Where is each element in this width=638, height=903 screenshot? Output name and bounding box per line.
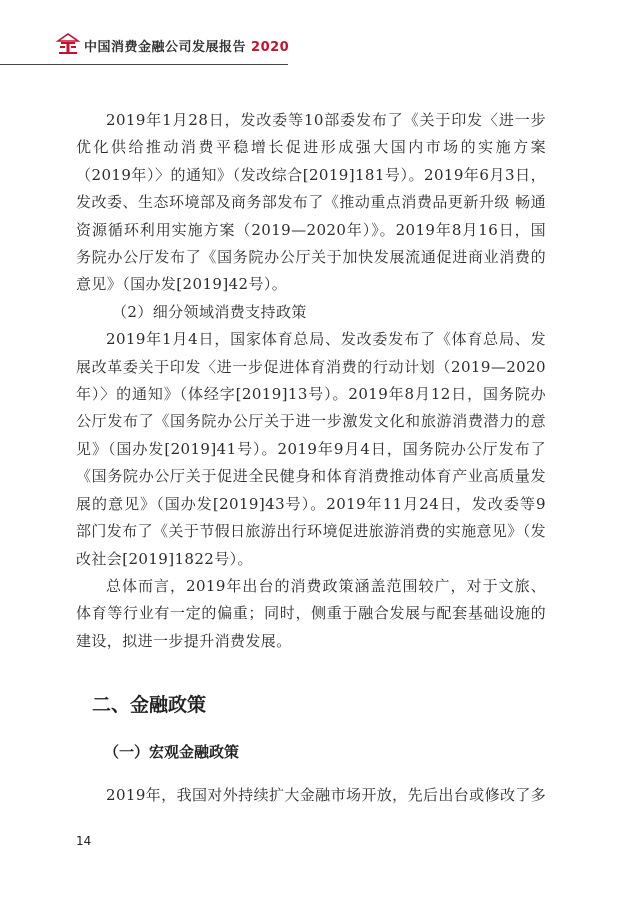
report-title-text: 中国消费金融公司发展报告	[84, 40, 247, 55]
paragraph-summary: 总体而言，2019年出台的消费政策涵盖范围较广，对于文旅、体育等行业有一定的偏重；同时，侧重于融合发展与配套基础设施的建设，拟进一步提升消费发展。	[76, 576, 546, 650]
report-title	[84, 36, 289, 55]
page-number: 14	[76, 834, 92, 848]
header-divider	[0, 64, 288, 65]
paragraph-macro-financial-intro: 2019年，我国对外持续扩大金融市场开放，先后出台或修改了多	[106, 786, 546, 804]
report-year: 2020	[251, 40, 290, 55]
subheading-sector-policies: （2）细分领域消费支持政策	[112, 302, 307, 321]
paragraph-sector-policies: 2019年1月4日，国家体育总局、发改委发布了《体育总局、发展改革委关于印发〈进一步促进体育消费的行动计划（2019—2020年）〉的通知》（体经字[2019]13号）。2019年8月12日，国务院办公厅发布了《国务院办公厅关于进一步激发文化和旅游消费潜力的意见》（国办发[2019]41号）。2019年9月4日，国务院办公厅发布了《国务院办公厅关于促进全民健身和体育消费推动体育产业高质量发展的意见》（国办发[2019]43号）。2019年11月24日，发改委等9部门发布了《关于节假日旅游出行环境促进旅游消费的实施意见》（发改社会[2019]1822号）。	[76, 330, 546, 568]
paragraph-consumption-policies: 2019年1月28日，发改委等10部委发布了《关于印发〈进一步优化供给推动消费平稳增长促进形成强大国内市场的实施方案（2019年）〉的通知》（发改综合[2019]181号）。2019年6月3日，发改委、生态环境部及商务部发布了《推动重点消费品更新升级 畅通资源循环利用实施方案（2019—2020年）》。2019年8月16日，国务院办公厅发布了《国务院办公厅关于加快发展流通促进商业消费的意见》（国办发[2019]42号）。	[76, 111, 546, 294]
subsection-heading-macro-financial-policy: （一）宏观金融政策	[104, 743, 240, 761]
page-header	[0, 30, 638, 70]
section-heading-financial-policy: 二、金融政策	[92, 694, 207, 716]
report-logo-icon	[55, 32, 81, 58]
body-text	[76, 107, 546, 655]
